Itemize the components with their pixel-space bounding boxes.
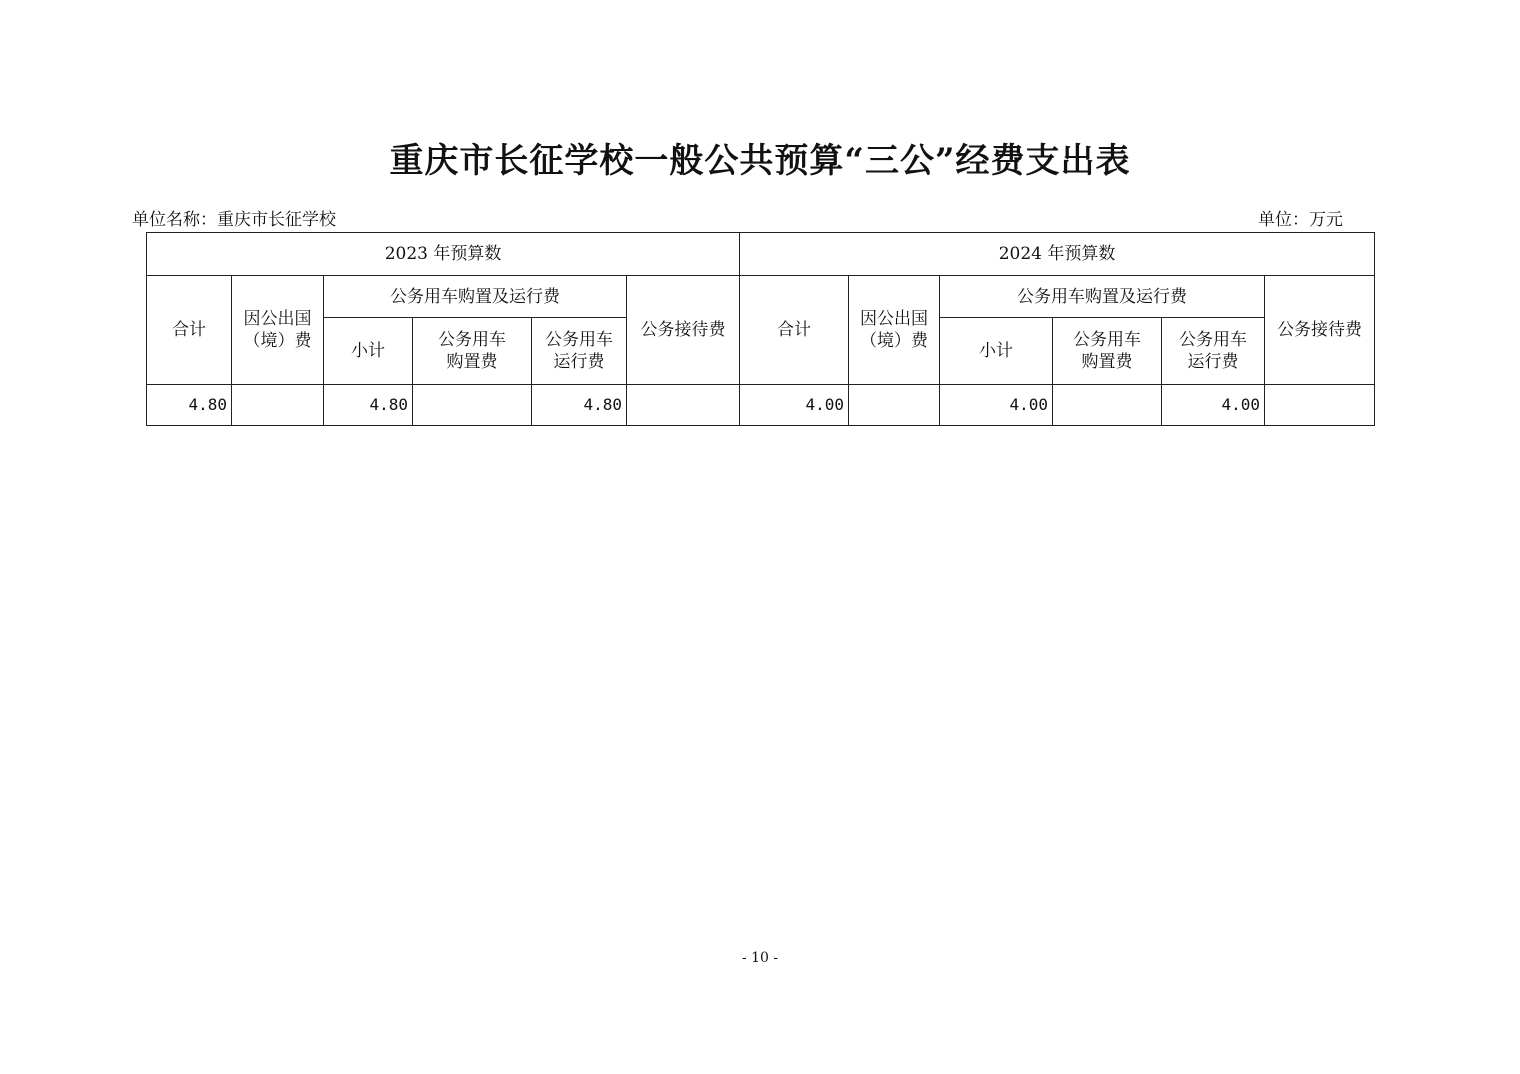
value-purchase-2024 <box>1053 385 1162 426</box>
value-total-2023: 4.80 <box>147 385 232 426</box>
header-abroad-2023 <box>232 276 324 385</box>
header-vehicle-group-2024: 公务用车购置及运行费 <box>940 276 1265 318</box>
header-operation-2024 <box>1162 318 1265 385</box>
value-reception-2023 <box>627 385 740 426</box>
value-abroad-2023 <box>232 385 324 426</box>
value-purchase-2023 <box>413 385 532 426</box>
header-abroad-2023-line1: 因公出国 <box>243 309 312 329</box>
unit-name-label: 单位名称：重庆市长征学校 <box>132 210 336 230</box>
group-header-2024: 2024 年预算数 <box>740 233 1375 276</box>
header-purchase-2023-line2: 购置费 <box>446 352 498 372</box>
header-subtotal-2023: 小计 <box>324 318 413 385</box>
header-abroad-2023-line2: （境）费 <box>243 331 312 351</box>
header-reception-2023: 公务接待费 <box>627 276 740 385</box>
header-operation-2023-line1: 公务用车 <box>545 330 613 350</box>
group-header-2023: 2023 年预算数 <box>147 233 740 276</box>
header-abroad-2024-line2: （境）费 <box>860 331 929 351</box>
header-operation-2023 <box>532 318 627 385</box>
value-subtotal-2024: 4.00 <box>940 385 1053 426</box>
value-operation-2024: 4.00 <box>1162 385 1265 426</box>
header-abroad-2024 <box>849 276 940 385</box>
currency-unit-label: 单位：万元 <box>1258 210 1343 230</box>
header-purchase-2023-line1: 公务用车 <box>438 330 506 350</box>
header-operation-2024-line2: 运行费 <box>1187 352 1239 372</box>
value-abroad-2024 <box>849 385 940 426</box>
page-number: - 10 - <box>741 950 779 966</box>
header-subtotal-2024: 小计 <box>940 318 1053 385</box>
header-purchase-2024-line2: 购置费 <box>1081 352 1133 372</box>
header-operation-2023-line2: 运行费 <box>553 352 605 372</box>
year-header-row <box>147 233 1375 276</box>
header-abroad-2024-line1: 因公出国 <box>860 309 929 329</box>
three-public-expenses-table <box>146 232 1375 426</box>
header-purchase-2024 <box>1053 318 1162 385</box>
header-total-2023: 合计 <box>147 276 232 385</box>
value-total-2024: 4.00 <box>740 385 849 426</box>
header-vehicle-group-2023: 公务用车购置及运行费 <box>324 276 627 318</box>
table-row <box>147 385 1375 426</box>
header-purchase-2023 <box>413 318 532 385</box>
category-header-row <box>147 276 1375 318</box>
value-subtotal-2023: 4.80 <box>324 385 413 426</box>
value-reception-2024 <box>1265 385 1375 426</box>
header-operation-2024-line1: 公务用车 <box>1179 330 1248 350</box>
header-total-2024: 合计 <box>740 276 849 385</box>
value-operation-2023: 4.80 <box>532 385 627 426</box>
page-title: 重庆市长征学校一般公共预算“三公”经费支出表 <box>389 141 1131 181</box>
header-reception-2024: 公务接待费 <box>1265 276 1375 385</box>
header-purchase-2024-line1: 公务用车 <box>1073 330 1142 350</box>
